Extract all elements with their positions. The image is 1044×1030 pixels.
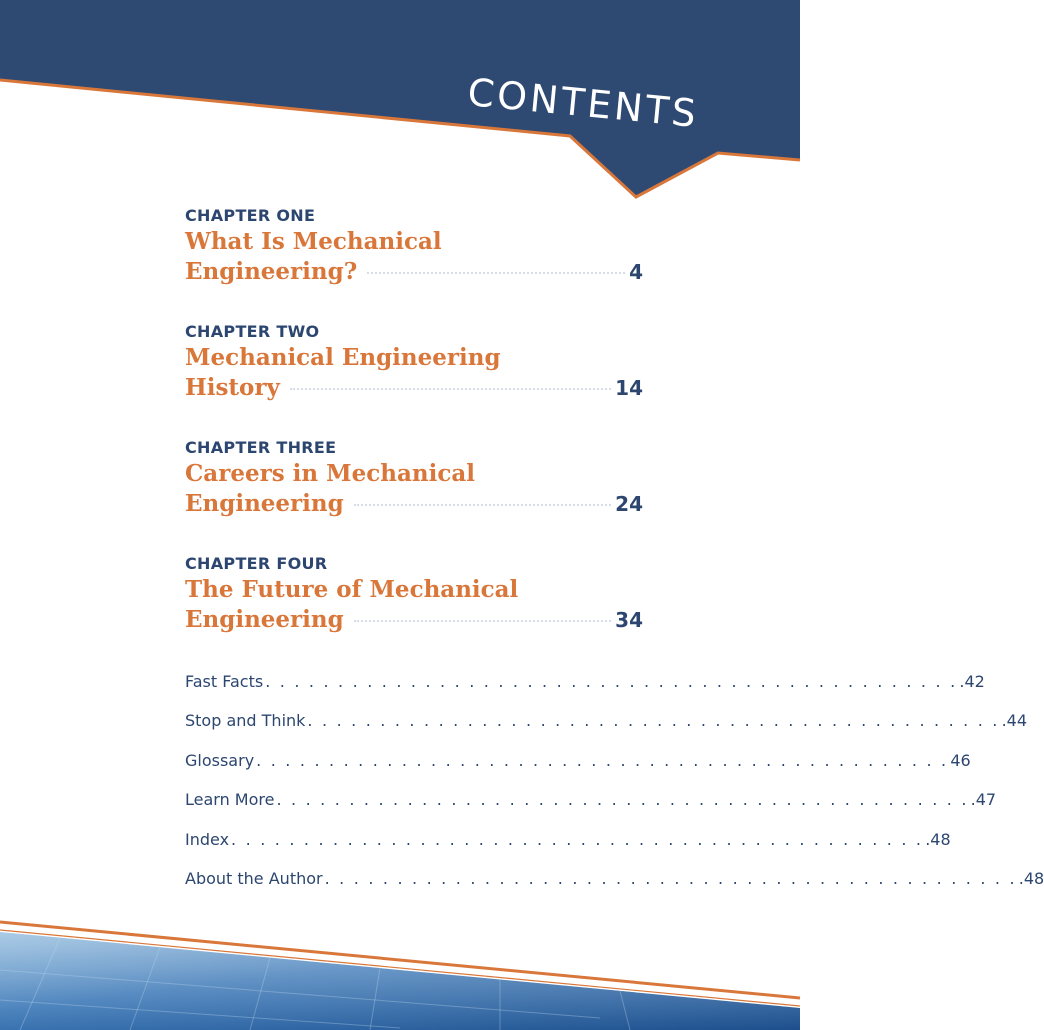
list-item[interactable] — [185, 750, 971, 790]
chapter-entry-three[interactable] — [185, 437, 643, 553]
dot-leader: . . . . . . . . . . . . . . . . . . . . . . . . . . . . . . . . . . . . . . . . . . . . . . . . — [276, 790, 969, 810]
dot-leader — [290, 388, 611, 390]
list-item[interactable] — [185, 829, 951, 869]
chapter-label: CHAPTER TWO — [185, 322, 320, 341]
table-of-contents — [185, 205, 643, 669]
dot-leader: . . . . . . . . . . . . . . . . . . . . . . . . . . . . . . . . . . . . . . . . . . . . . . . . — [231, 829, 924, 849]
dot-leader: . . . . . . . . . . . . . . . . . . . . . . . . . . . . . . . . . . . . . . . . . . . . . . . . — [307, 711, 1000, 731]
entry-label: Fast Facts — [185, 672, 264, 691]
chapter-entry-one[interactable] — [185, 205, 643, 321]
entry-page-number: .48 — [1018, 868, 1044, 888]
entry-label: About the Author — [185, 868, 323, 888]
list-item[interactable] — [185, 711, 1028, 750]
entry-label: Index — [185, 829, 230, 849]
chapter-entry-two[interactable] — [185, 321, 643, 437]
chapter-title-line: The Future of Mechanical — [185, 576, 519, 603]
chapter-label: CHAPTER FOUR — [185, 554, 328, 573]
chapter-title-line: Engineering — [185, 606, 344, 633]
dot-leader — [354, 620, 611, 622]
chapter-page-number: 24 — [615, 492, 643, 516]
dot-leader — [354, 504, 611, 506]
chapter-title-line: Engineering? — [185, 258, 358, 285]
back-matter-list — [185, 672, 1044, 908]
entry-label: Learn More — [185, 790, 275, 810]
chapter-title-line: Engineering — [185, 490, 344, 517]
list-item[interactable] — [185, 868, 1044, 908]
chapter-title-line: What Is Mechanical — [185, 228, 442, 255]
entry-page-number: .47 — [970, 790, 997, 810]
entry-page-number: .48 — [925, 829, 951, 849]
entry-label: Glossary — [185, 750, 255, 770]
entry-page-number: .44 — [1001, 711, 1028, 731]
entry-page-number: .42 — [959, 672, 985, 691]
chapter-label: CHAPTER THREE — [185, 438, 337, 457]
entry-page-number: 46 — [950, 750, 971, 770]
list-item[interactable] — [185, 790, 997, 829]
dot-leader — [367, 272, 625, 274]
chapter-title-line: Careers in Mechanical — [185, 460, 475, 487]
dot-leader: . . . . . . . . . . . . . . . . . . . . . . . . . . . . . . . . . . . . . . . . . . . . . . . . — [265, 672, 958, 691]
list-item[interactable] — [185, 672, 985, 711]
footer-band — [0, 910, 800, 1030]
chapter-entry-four[interactable] — [185, 553, 643, 669]
chapter-page-number: 4 — [629, 260, 643, 284]
chapter-label: CHAPTER ONE — [185, 206, 316, 225]
chapter-title-line: History — [185, 374, 280, 401]
dot-leader: . . . . . . . . . . . . . . . . . . . . . . . . . . . . . . . . . . . . . . . . . . . . . . . . — [256, 750, 949, 770]
entry-label: Stop and Think — [185, 711, 306, 731]
page-title: CONTENTS — [465, 70, 701, 137]
chapter-page-number: 34 — [615, 608, 643, 632]
chapter-page-number: 14 — [615, 376, 643, 400]
dot-leader: . . . . . . . . . . . . . . . . . . . . . . . . . . . . . . . . . . . . . . . . . . . . . . . . — [324, 868, 1017, 888]
chapter-title-line: Mechanical Engineering — [185, 344, 501, 371]
